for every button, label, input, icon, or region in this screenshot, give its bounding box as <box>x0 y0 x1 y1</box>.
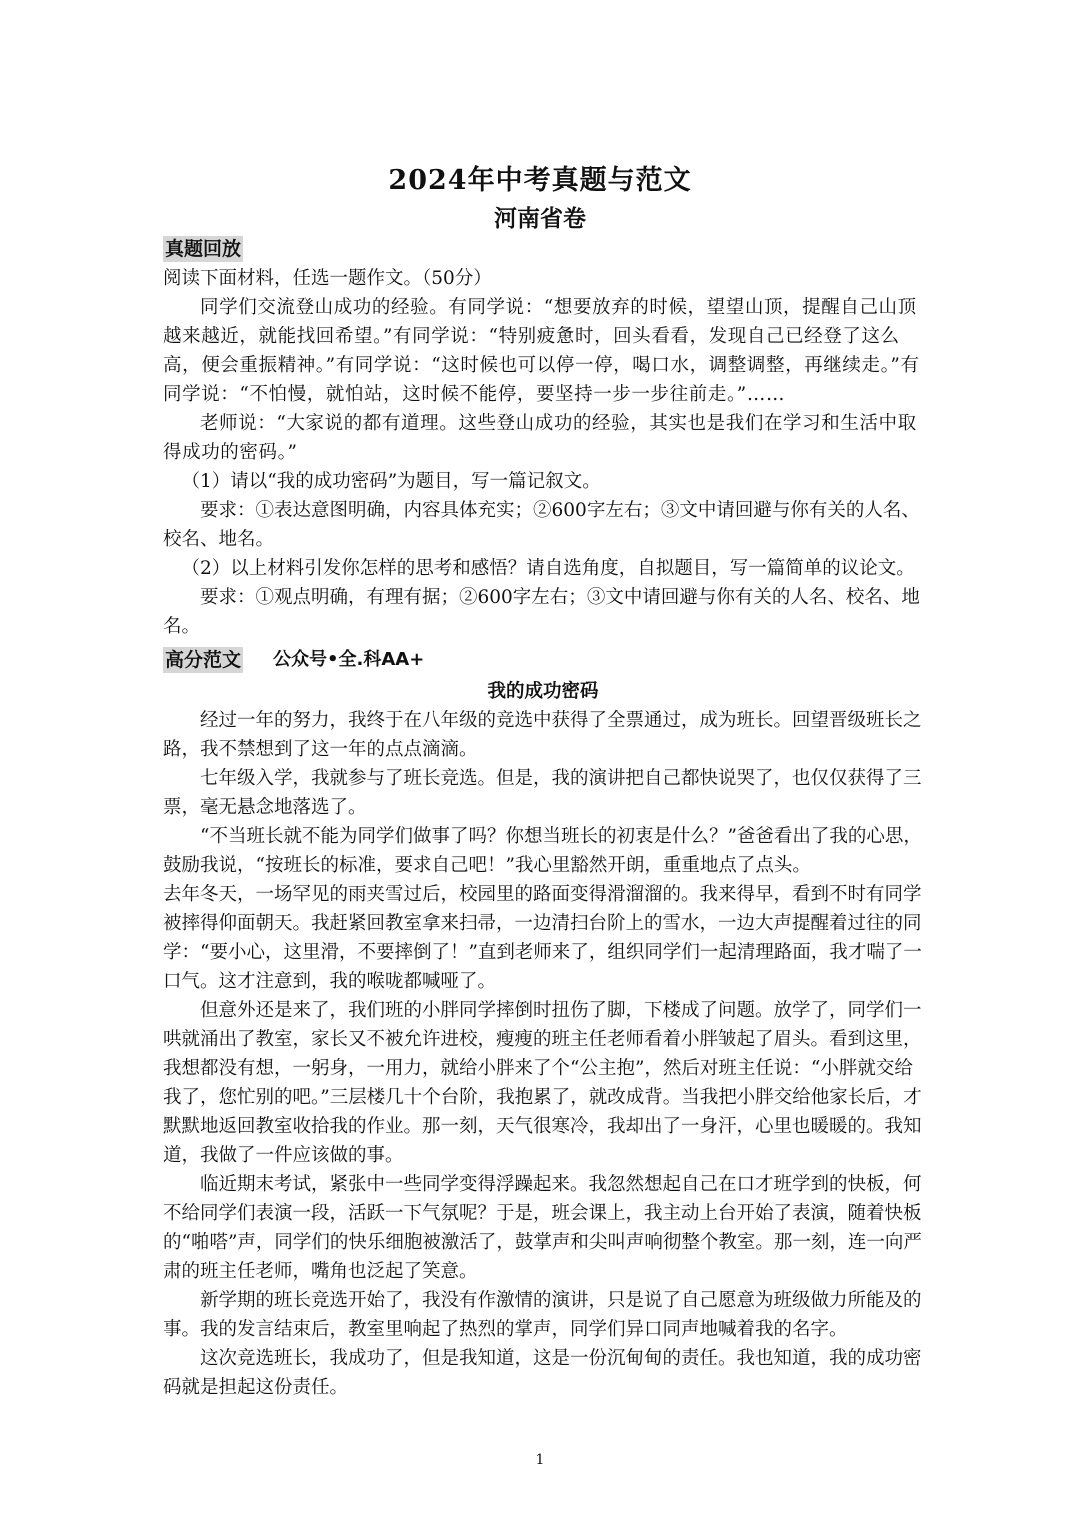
question-option-2-requirements: 要求：①观点明确，有理有据；②600字左右；③文中请回避与你有关的人名、校名、地名。 <box>163 587 920 637</box>
document-title: 2024年中考真题与范文 <box>388 165 692 196</box>
essay-header-row <box>163 643 923 675</box>
document-subtitle: 河南省卷 <box>494 205 586 232</box>
public-account-tag: 公众号•全.科AA+ <box>273 648 425 670</box>
essay-paragraph: 经过一年的努力，我终于在八年级的竞选中获得了全票通过，成为班长。回望晋级班长之路，我不禁想到了这一年的点点滴滴。 <box>163 710 922 760</box>
essay-paragraph: 新学期的班长竞选开始了，我没有作激情的演讲，只是说了自己愿意为班级做力所能及的事。我的发言结束后，教室里响起了热烈的掌声，同学们异口同声地喊着我的名字。 <box>163 1290 922 1340</box>
essay-paragraph: 这次竞选班长，我成功了，但是我知道，这是一份沉甸甸的责任。我也知道，我的成功密码就是担起这份责任。 <box>163 1348 922 1398</box>
essay-paragraph: “不当班长就不能为同学们做事了吗？你想当班长的初衷是什么？”爸爸看出了我的心思，鼓励我说，“按班长的标准，要求自己吧！”我心里豁然开朗，重重地点了点头。 <box>163 826 922 876</box>
essay-paragraph: 但意外还是来了，我们班的小胖同学摔倒时扭伤了脚，下楼成了问题。放学了，同学们一哄就涌出了教室，家长又不被允许进校，瘦瘦的班主任老师看着小胖皱起了眉头。看到这里，我想都没有想，一躬身，一用力，就给小胖来了个“公主抱”，然后对班主任说：“小胖就交给我了，您忙别的吧。”三层楼几十个台阶，我抱累了，就改成背。当我把小胖交给他家长后，才默默地返回教室收拾我的作业。那一刻，天气很寒冷，我却出了一身汗，心里也暖暖的。我知道，我做了一件应该做的事。 <box>163 1000 922 1166</box>
question-material-paragraph: 老师说：“大家说的都有道理。这些登山成功的经验，其实也是我们在学习和生活中取得成功的密码。” <box>163 413 917 463</box>
essay-paragraph: 临近期末考试，紧张中一些同学变得浮躁起来。我忽然想起自己在口才班学到的快板，何不给同学们表演一段，活跃一下气氛呢？于是，班会课上，我主动上台开始了表演，随着快板的“啪嗒”声，同学们的快乐细胞被激活了，鼓掌声和尖叫声响彻整个教室。那一刻，连一向严肃的班主任老师，嘴角也泛起了笑意。 <box>163 1174 922 1282</box>
question-section-label: 真题回放 <box>165 238 242 260</box>
essay-title: 我的成功密码 <box>487 681 599 702</box>
page-number: 1 <box>535 1452 545 1468</box>
essay-paragraph: 七年级入学，我就参与了班长竞选。但是，我的演讲把自己都快说哭了，也仅仅获得了三票，毫无悬念地落选了。 <box>163 768 922 818</box>
question-material-paragraph: 同学们交流登山成功的经验。有同学说：“想要放弃的时候，望望山顶，提醒自己山顶越来越近，就能找回希望。”有同学说：“特别疲惫时，回头看看，发现自己已经登了这么高，便会重振精神。”有同学说：“这时候也可以停一停，喝口水，调整调整，再继续走。”有同学说：“不怕慢，就怕站，这时候不能停，要坚持一步一步往前走。”…… <box>163 297 920 405</box>
question-instruction: 阅读下面材料，任选一题作文。（50分） <box>163 268 492 289</box>
document-body <box>163 232 923 1402</box>
essay-section-label: 高分范文 <box>165 649 242 671</box>
question-option-1-requirements: 要求：①表达意图明确，内容具体充实；②600字左右；③文中请回避与你有关的人名、校名、地名。 <box>163 500 920 550</box>
question-option-2: （2）以上材料引发你怎样的思考和感悟？请自选角度，自拟题目，写一篇简单的议论文。 <box>181 558 915 579</box>
essay-paragraph: 去年冬天，一场罕见的雨夹雪过后，校园里的路面变得滑溜溜的。我来得早，看到不时有同学被摔得仰面朝天。我赶紧回教室拿来扫帚，一边清扫台阶上的雪水，一边大声提醒着过往的同学：“要小心，这里滑，不要摔倒了！”直到老师来了，组织同学们一起清理路面，我才喘了一口气。这才注意到，我的喉咙都喊哑了。 <box>163 884 922 992</box>
question-option-1: （1）请以“我的成功密码”为题目，写一篇记叙文。 <box>181 471 601 492</box>
